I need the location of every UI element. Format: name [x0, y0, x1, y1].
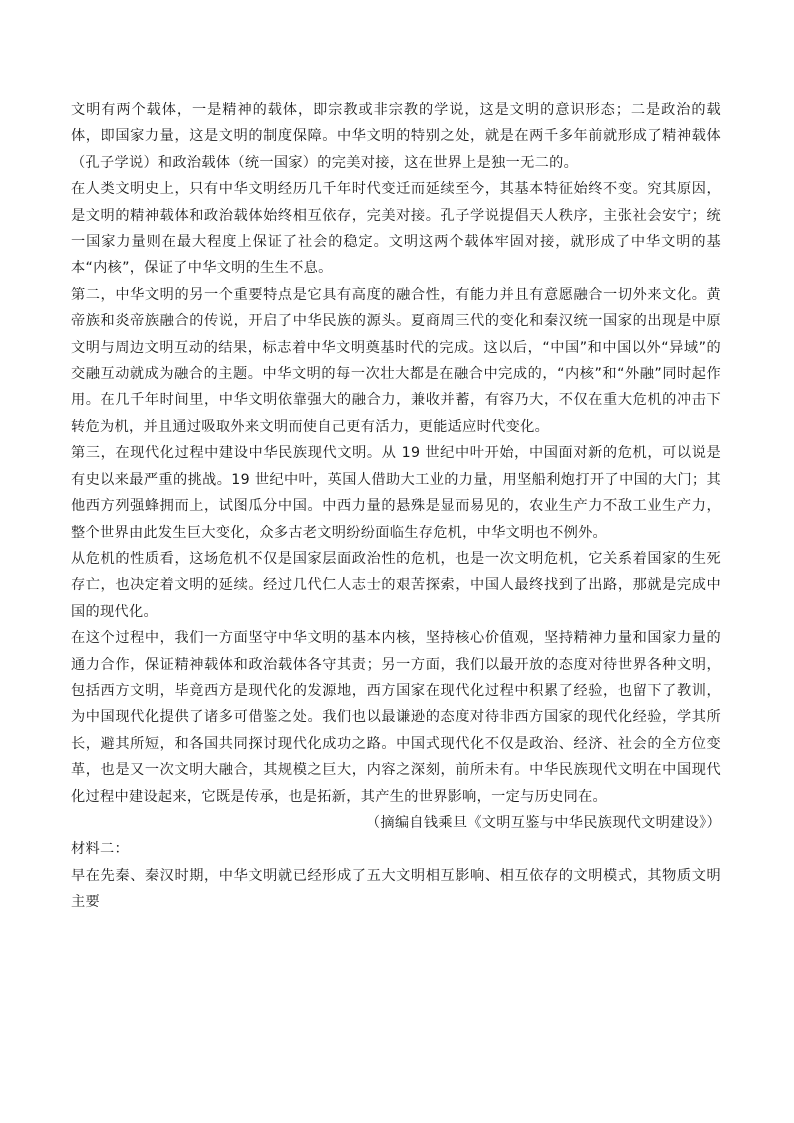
paragraph: 在人类文明史上，只有中华文明经历几千年时代变迁而延续至今，其基本特征始终不变。究其原因，是文明的精神载体和政治载体始终相互依存，完美对接。孔子学说提倡天人秩序，主张社会安宁；统一国家力量则在最大程度上保证了社会的稳定。文明这两个载体牢固对接，就形成了中华文明的基本“内核”，保证了中华文明的生生不息。: [71, 181, 721, 277]
source-citation: （摘编自钱乘旦《文明互鉴与中华民族现代文明建设》）: [365, 814, 721, 831]
paragraph: 文明有两个载体，一是精神的载体，即宗教或非宗教的学说，这是文明的意识形态；二是政治的载体，即国家力量，这是文明的制度保障。中华文明的特别之处，就是在两千多年前就形成了精神载体（孔子学说）和政治载体（统一国家）的完美对接，这在世界上是独一无二的。: [71, 102, 721, 171]
paragraph: 从危机的性质看，这场危机不仅是国家层面政治性的危机，也是一次文明危机，它关系着国家的生死存亡，也决定着文明的延续。经过几代仁人志士的艰苦探索，中国人最终找到了出路，那就是完成中国的现代化。: [71, 550, 721, 620]
material-paragraph: 早在先秦、秦汉时期，中华文明就已经形成了五大文明相互影响、相互依存的文明模式，其物质文明主要: [71, 867, 721, 911]
paragraph: 第三，在现代化过程中建设中华民族现代文明。从 19 世纪中叶开始，中国面对新的危机，可以说是有史以来最严重的挑战。19 世纪中叶，英国人借助大工业的力量，用坚船利炮打开了中国的大门；其他西方列强蜂拥而上，试图瓜分中国。中西力量的悬殊是显而易见的，农业生产力不敌工业生产力，整个世界由此发生巨大变化，众多古老文明纷纷面临生存危机，中华文明也不例外。: [71, 445, 721, 541]
paragraph: 在这个过程中，我们一方面坚守中华文明的基本内核，坚持核心价值观，坚持精神力量和国家力量的通力合作，保证精神载体和政治载体各守其责；另一方面，我们以最开放的态度对待世界各种文明，包括西方文明，毕竟西方是现代化的发源地，西方国家在现代化过程中积累了经验，也留下了教训，为中国现代化提供了诸多可借鉴之处。我们也以最谦逊的态度对待非西方国家的现代化经验，学其所长，避其所短，和各国共同探讨现代化成功之路。中国式现代化不仅是政治、经济、社会的全方位变革，也是又一次文明大融合，其规模之巨大，内容之深刻，前所未有。中华民族现代文明在中国现代化过程中建设起来，它既是传承，也是拓新，其产生的世界影响，一定与历史同在。: [71, 630, 721, 805]
paragraph: 第二，中华文明的另一个重要特点是它具有高度的融合性，有能力并且有意愿融合一切外来文化。黄帝族和炎帝族融合的传说，开启了中华民族的源头。夏商周三代的变化和秦汉统一国家的出现是中原文明与周边文明互动的结果，标志着中华文明奠基时代的完成。这以后，“中国”和中国以外“异域”的交融互动就成为融合的主题。中华文明的每一次壮大都是在融合中完成的，“内核”和“外融”同时起作用。在几千年时间里，中华文明依靠强大的融合力，兼收并蓄，有容乃大，不仅在重大危机的冲击下转危为机，并且通过吸取外来文明而使自己更有活力，更能适应时代变化。: [71, 286, 721, 435]
document-body: [71, 97, 721, 916]
material-label: 材料二：: [71, 841, 129, 858]
